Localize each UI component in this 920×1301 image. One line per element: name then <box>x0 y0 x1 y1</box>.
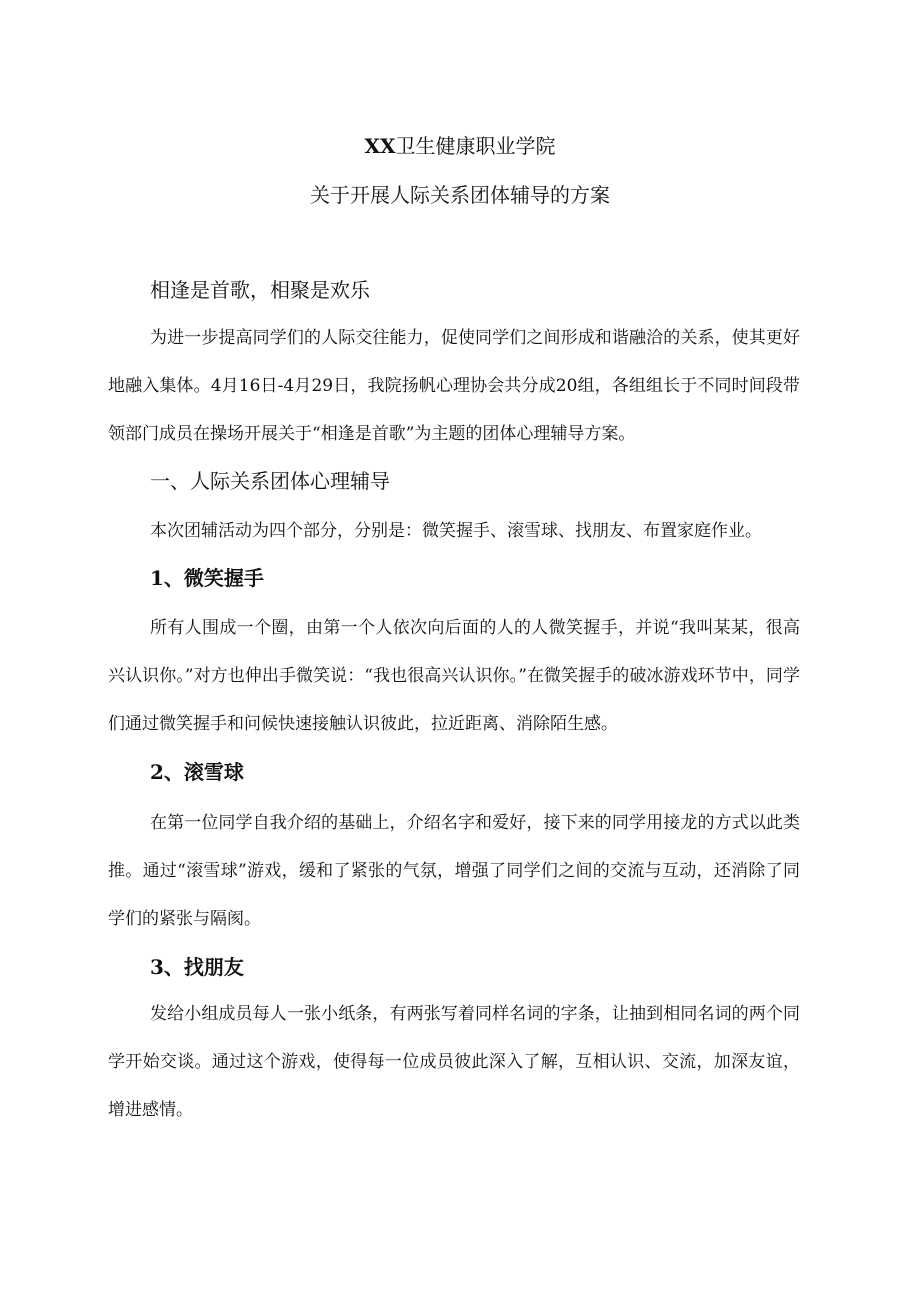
part3-paragraph: 发给小组成员每人一张小纸条，有两张写着同样名词的字条，让抽到相同名词的两个同学开始交谈。通过这个游戏，使得每一位成员彼此深入了解，互相认识、交流，加深友谊，增进感情。 <box>108 1004 800 1120</box>
document-subtitle: 相逢是首歌，相聚是欢乐 <box>150 278 370 302</box>
section1-heading: 一、人际关系团体心理辅导 <box>150 469 390 493</box>
part1-heading: 1、微笑握手 <box>150 566 264 590</box>
title-institution-name: 卫生健康职业学院 <box>395 134 556 158</box>
intro-paragraph: 为进一步提高同学们的人际交往能力，促使同学们之间形成和谐融洽的关系，使其更好地融入集体。4月16日-4月29日，我院扬帆心理协会共分成20组，各组组长于不同时间段带领部门成员在操场开展关于“相逢是首歌”为主题的团体心理辅导方案。 <box>108 328 800 444</box>
part2-paragraph: 在第一位同学自我介绍的基础上，介绍名字和爱好，接下来的同学用接龙的方式以此类推。通过“滚雪球”游戏，缓和了紧张的气氛，增强了同学们之间的交流与互动，还消除了同学们的紧张与隔阂。 <box>108 813 800 929</box>
document-title-plan: 关于开展人际关系团体辅导的方案 <box>310 183 610 207</box>
title-xx-prefix: XX <box>364 134 396 158</box>
part3-heading: 3、找朋友 <box>150 955 244 979</box>
document-title-institution <box>0 131 920 161</box>
part2-heading: 2、滚雪球 <box>150 760 244 784</box>
part1-paragraph: 所有人围成一个圈，由第一个人依次向后面的人的人微笑握手，并说“我叫某某，很高兴认识你。”对方也伸出手微笑说：“我也很高兴认识你。”在微笑握手的破冰游戏环节中，同学们通过微笑握手和问候快速接触认识彼此，拉近距离、消除陌生感。 <box>108 618 800 734</box>
section1-intro-paragraph: 本次团辅活动为四个部分，分别是：微笑握手、滚雪球、找朋友、布置家庭作业。 <box>150 521 762 541</box>
